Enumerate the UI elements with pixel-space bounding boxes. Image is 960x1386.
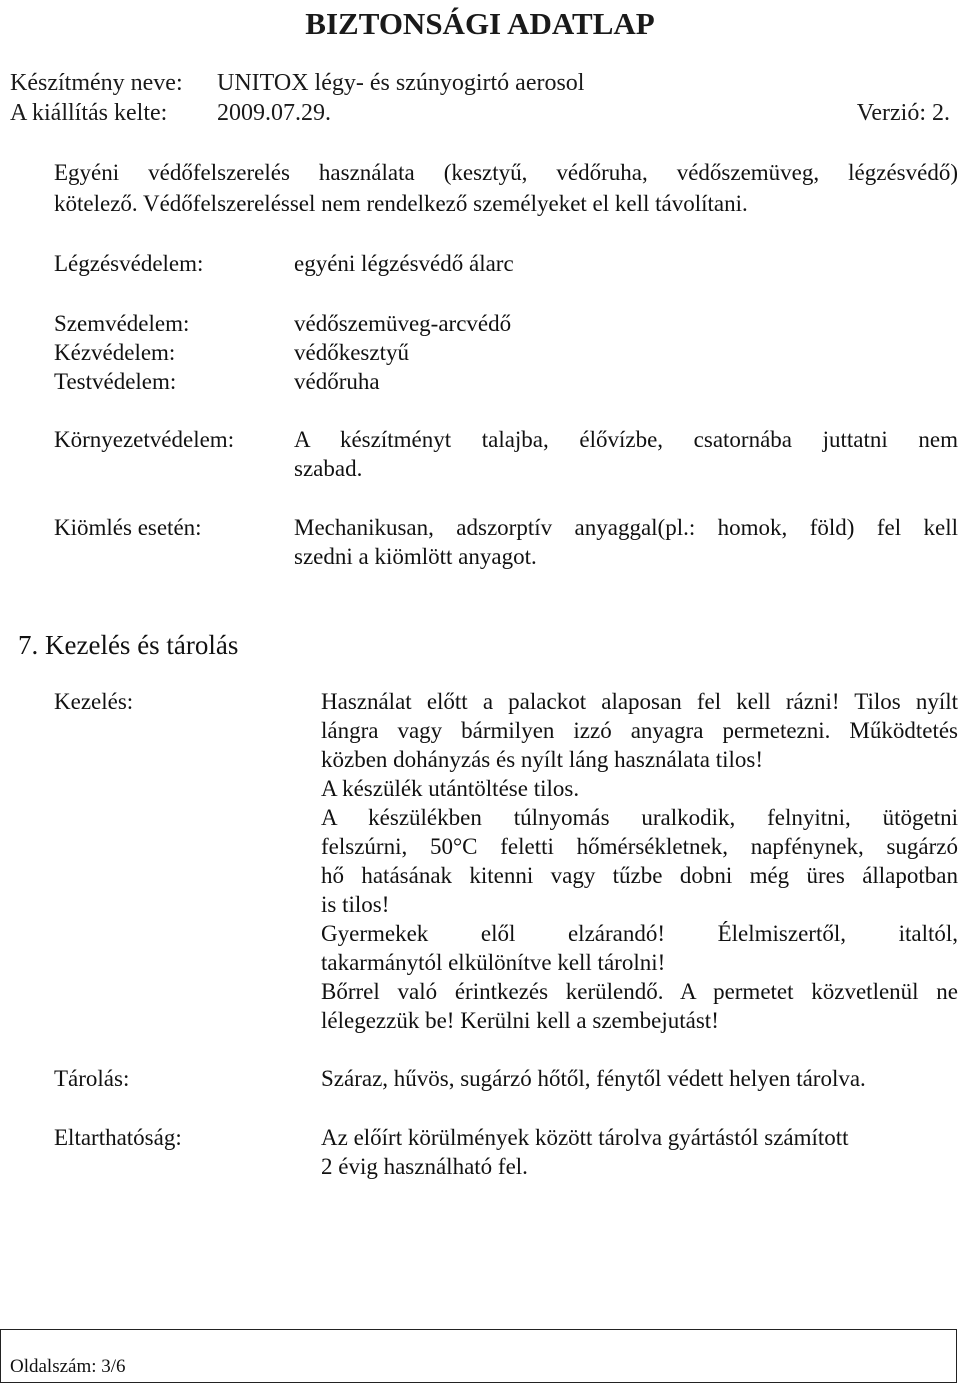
- handling-line-10: takarmánytól elkülönítve kell tárolni!: [321, 950, 666, 975]
- environment-label: Környezetvédelem:: [54, 427, 235, 452]
- spill-label: Kiömlés esetén:: [54, 515, 202, 540]
- storage-label: Tárolás:: [54, 1066, 130, 1091]
- spill-line-1: Mechanikusan, adszorptív anyaggal(pl.: homok, föld) fel kell: [294, 515, 958, 540]
- hand-label: Kézvédelem:: [54, 340, 176, 365]
- date-label: A kiállítás kelte:: [10, 100, 168, 126]
- handling-line-11: Bőrrel való érintkezés kerülendő. A permetet közvetlenül ne: [321, 979, 958, 1004]
- product-label: Készítmény neve:: [10, 70, 183, 96]
- shelf-life-line-1: Az előírt körülmények között tárolva gyártástól számított: [321, 1125, 849, 1150]
- handling-label: Kezelés:: [54, 689, 134, 714]
- product-name: UNITOX légy- és szúnyogirtó aerosol: [217, 70, 585, 96]
- handling-line-12: lélegezzük be! Kerülni kell a szembejutást!: [321, 1008, 719, 1033]
- page-number: Oldalszám: 3/6: [10, 1356, 126, 1377]
- date-value: 2009.07.29.: [217, 100, 331, 126]
- handling-line-1: Használat előtt a palackot alaposan fel kell rázni! Tilos nyílt: [321, 689, 958, 714]
- shelf-life-label: Eltarthatóság:: [54, 1125, 182, 1150]
- environment-line-1: A készítményt talajba, élővízbe, csatornába juttatni nem: [294, 427, 958, 452]
- spill-line-2: szedni a kiömlött anyagot.: [294, 544, 537, 569]
- footer-box: [0, 1329, 957, 1383]
- handling-line-5: A készülékben túlnyomás uralkodik, felnyitni, ütögetni: [321, 805, 958, 830]
- section-7-title: 7. Kezelés és tárolás: [18, 630, 239, 660]
- handling-line-2: lángra vagy bármilyen izzó anyagra permetezni. Működtetés: [321, 718, 958, 743]
- body-value: védőruha: [294, 369, 380, 394]
- handling-line-4: A készülék utántöltése tilos.: [321, 776, 580, 801]
- storage-value: Száraz, hűvös, sugárzó hőtől, fénytől védett helyen tárolva.: [321, 1066, 866, 1091]
- handling-line-8: is tilos!: [321, 892, 390, 917]
- respiratory-label: Légzésvédelem:: [54, 251, 204, 276]
- handling-line-7: hő hatásának kitenni vagy tűzbe dobni még üres állapotban: [321, 863, 958, 888]
- handling-line-6: felszúrni, 50°C feletti hőmérsékletnek, napfénynek, sugárzó: [321, 834, 958, 859]
- environment-line-2: szabad.: [294, 456, 363, 481]
- intro-line-1: Egyéni védőfelszerelés használata (kesztyű, védőruha, védőszemüveg, légzésvédő): [54, 160, 958, 185]
- shelf-life-line-2: 2 évig használható fel.: [321, 1154, 528, 1179]
- body-label: Testvédelem:: [54, 369, 177, 394]
- respiratory-value: egyéni légzésvédő álarc: [294, 251, 514, 276]
- eye-value: védőszemüveg-arcvédő: [294, 311, 512, 336]
- hand-value: védőkesztyű: [294, 340, 409, 365]
- handling-line-9: Gyermekek elől elzárandó! Élelmiszertől, italtól,: [321, 921, 958, 946]
- eye-label: Szemvédelem:: [54, 311, 190, 336]
- document-title: BIZTONSÁGI ADATLAP: [305, 6, 655, 41]
- handling-line-3: közben dohányzás és nyílt láng használata tilos!: [321, 747, 763, 772]
- version-label: Verzió: 2.: [856, 100, 950, 126]
- intro-line-2: kötelező. Védőfelszereléssel nem rendelkező személyeket el kell távolítani.: [54, 191, 748, 216]
